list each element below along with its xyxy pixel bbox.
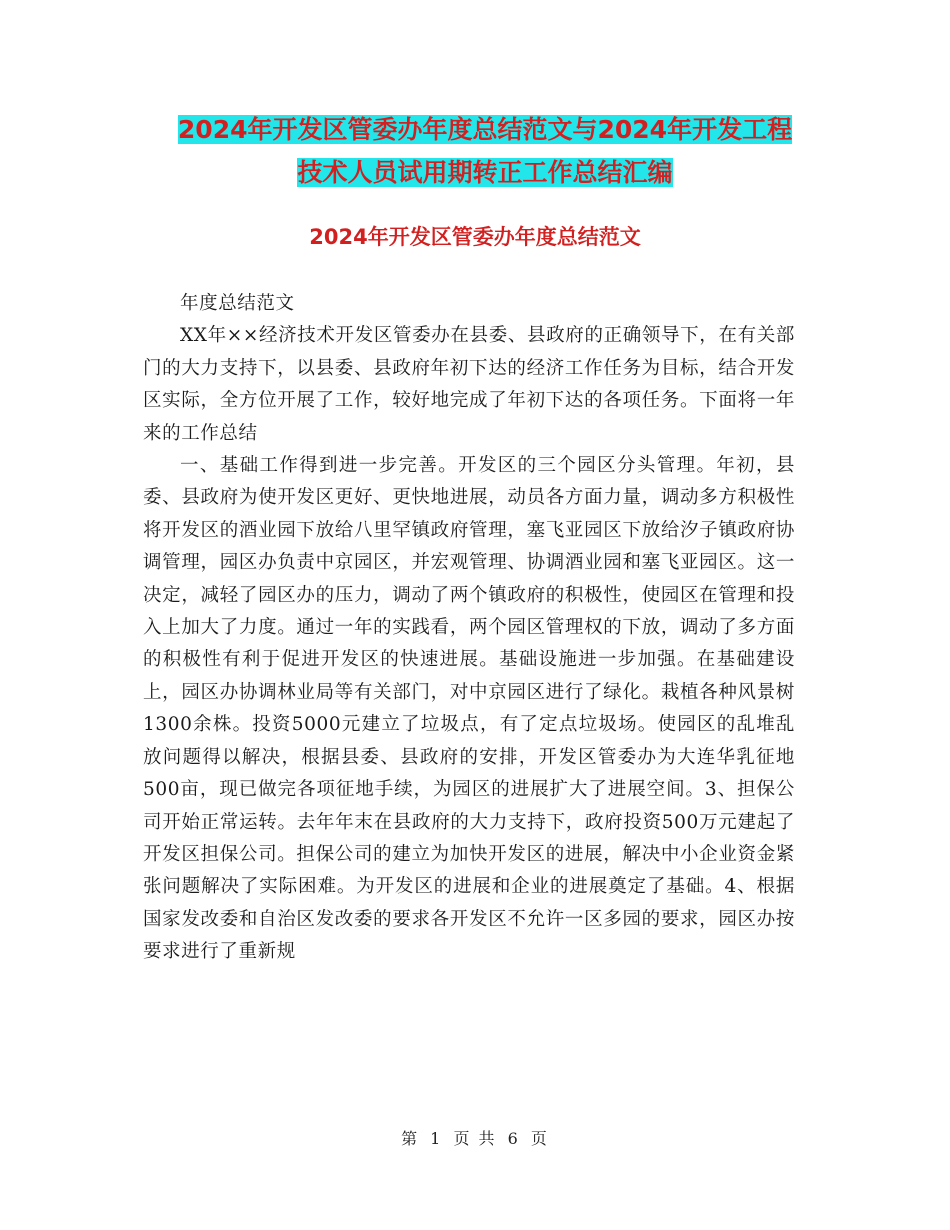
footer-prefix: 第 bbox=[401, 1129, 420, 1148]
footer-total-pages: 6 bbox=[507, 1129, 520, 1148]
paragraph-section-one: 一、基础工作得到进一步完善。开发区的三个园区分头管理。年初，县委、县政府为使开发区更好、更快地进展，动员各方面力量，调动多方积极性将开发区的酒业园下放给八里罕镇政府管理，塞飞亚园区下放给汐子镇政府协调管理，园区办负责中京园区，并宏观管理、协调酒业园和塞飞亚园区。这一决定，减轻了园区办的压力，调动了两个镇政府的积极性，使园区在管理和投入上加大了力度。通过一年的实践看，两个园区管理权的下放，调动了多方面的积极性有利于促进开发区的快速进展。基础设施进一步加强。在基础建设上，园区办协调林业局等有关部门，对中京园区进行了绿化。栽植各种风景树1300余株。投资5000元建立了垃圾点，有了定点垃圾场。使园区的乱堆乱放问题得以解决，根据县委、县政府的安排，开发区管委办为大连华乳征地500亩，现已做完各项征地手续，为园区的进展扩大了进展空间。3、担保公司开始正常运转。去年年末在县政府的大力支持下，政府投资500万元建起了开发区担保公司。担保公司的建立为加快开发区的进展，解决中小企业资金紧张问题解决了实际困难。为开发区的进展和企业的进展奠定了基础。4、根据国家发改委和自治区发改委的要求各开发区不允许一区多园的要求，园区办按要求进行了重新规 bbox=[143, 455, 795, 963]
page-footer bbox=[0, 1126, 950, 1149]
footer-mid: 页 共 bbox=[453, 1129, 497, 1148]
footer-page-number: 1 bbox=[430, 1129, 443, 1148]
section-title: 2024年开发区管委办年度总结范文 bbox=[309, 225, 641, 249]
title-line-2-text: 技术人员试用期转正工作总结汇编 bbox=[297, 158, 673, 187]
paragraph-heading: 年度总结范文 bbox=[180, 293, 295, 314]
body-text bbox=[143, 288, 795, 969]
title-line-1 bbox=[140, 108, 830, 151]
footer-suffix: 页 bbox=[530, 1129, 549, 1148]
paragraph-intro: XX年××经济技术开发区管委办在县委、县政府的正确领导下，在有关部门的大力支持下，以县委、县政府年初下达的经济工作任务为目标，结合开发区实际，全方位开展了工作，较好地完成了年初下达的各项任务。下面将一年来的工作总结 bbox=[143, 325, 795, 444]
document-title bbox=[140, 108, 830, 194]
title-line-2 bbox=[140, 151, 830, 194]
title-line-1-text: 2024年开发区管委办年度总结范文与2024年开发工程 bbox=[177, 115, 793, 144]
